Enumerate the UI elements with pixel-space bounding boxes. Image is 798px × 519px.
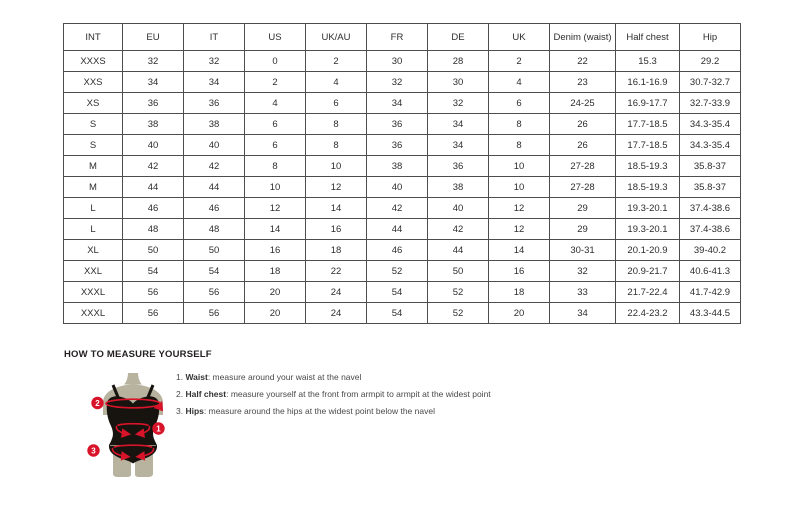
- table-cell: 18: [306, 240, 367, 261]
- table-cell: 39-40.2: [680, 240, 741, 261]
- table-cell: 18: [245, 261, 306, 282]
- table-cell: 22.4-23.2: [616, 303, 680, 324]
- table-cell: XXXL: [64, 303, 123, 324]
- table-cell: 29.2: [680, 51, 741, 72]
- table-cell: 33: [550, 282, 616, 303]
- table-cell: 54: [367, 282, 428, 303]
- table-cell: M: [64, 156, 123, 177]
- table-cell: 42: [367, 198, 428, 219]
- measure-step-half-chest: [176, 389, 596, 401]
- table-cell: 6: [245, 114, 306, 135]
- column-header: UK: [489, 24, 550, 51]
- table-cell: 20.1-20.9: [616, 240, 680, 261]
- column-header: DE: [428, 24, 489, 51]
- table-cell: 26: [550, 135, 616, 156]
- table-cell: 12: [245, 198, 306, 219]
- table-cell: 46: [367, 240, 428, 261]
- table-cell: 8: [306, 135, 367, 156]
- table-cell: 36: [367, 135, 428, 156]
- table-cell: XS: [64, 93, 123, 114]
- table-cell: 24: [306, 282, 367, 303]
- table-cell: 40: [428, 198, 489, 219]
- table-cell: 8: [489, 114, 550, 135]
- step-text: : measure around the hips at the widest point below the navel: [203, 406, 435, 416]
- table-cell: 36: [123, 93, 184, 114]
- table-cell: 56: [123, 282, 184, 303]
- table-cell: 32.7-33.9: [680, 93, 741, 114]
- table-cell: 35.8-37: [680, 177, 741, 198]
- step-number: 2.: [176, 389, 184, 399]
- table-cell: 0: [245, 51, 306, 72]
- table-cell: 40: [367, 177, 428, 198]
- table-cell: 46: [123, 198, 184, 219]
- table-cell: 30: [367, 51, 428, 72]
- table-cell: 26: [550, 114, 616, 135]
- table-cell: 20: [245, 282, 306, 303]
- table-cell: 44: [184, 177, 245, 198]
- table-cell: M: [64, 177, 123, 198]
- svg-text:2: 2: [95, 398, 100, 408]
- table-cell: 15.3: [616, 51, 680, 72]
- table-cell: 18.5-19.3: [616, 177, 680, 198]
- table-cell: S: [64, 114, 123, 135]
- table-cell: 8: [306, 114, 367, 135]
- table-cell: 10: [245, 177, 306, 198]
- table-cell: 44: [123, 177, 184, 198]
- table-cell: 42: [428, 219, 489, 240]
- table-cell: 16: [245, 240, 306, 261]
- step-label: Hips: [185, 406, 204, 416]
- table-cell: L: [64, 198, 123, 219]
- table-cell: 44: [428, 240, 489, 261]
- table-cell: 36: [367, 114, 428, 135]
- column-header: Denim (waist): [550, 24, 616, 51]
- column-header: FR: [367, 24, 428, 51]
- measure-heading: HOW TO MEASURE YOURSELF: [64, 349, 212, 360]
- table-cell: 4: [489, 72, 550, 93]
- step-label: Waist: [185, 372, 208, 382]
- table-cell: 30.7-32.7: [680, 72, 741, 93]
- table-cell: 34: [428, 114, 489, 135]
- table-cell: 54: [184, 261, 245, 282]
- table-cell: 19.3-20.1: [616, 198, 680, 219]
- table-cell: 16: [489, 261, 550, 282]
- table-cell: 28: [428, 51, 489, 72]
- svg-text:1: 1: [156, 424, 161, 434]
- table-cell: 42: [123, 156, 184, 177]
- table-cell: 38: [123, 114, 184, 135]
- table-cell: 56: [184, 303, 245, 324]
- table-cell: 29: [550, 198, 616, 219]
- table-cell: 12: [489, 219, 550, 240]
- table-cell: 12: [306, 177, 367, 198]
- table-cell: 48: [123, 219, 184, 240]
- table-cell: 56: [123, 303, 184, 324]
- table-cell: 37.4-38.6: [680, 198, 741, 219]
- table-row: [64, 219, 741, 240]
- table-cell: 27-28: [550, 177, 616, 198]
- table-cell: 22: [550, 51, 616, 72]
- table-cell: XL: [64, 240, 123, 261]
- size-chart-table: [63, 23, 741, 324]
- table-cell: 30-31: [550, 240, 616, 261]
- table-cell: 36: [428, 156, 489, 177]
- table-cell: 37.4-38.6: [680, 219, 741, 240]
- table-cell: 23: [550, 72, 616, 93]
- table-cell: 12: [489, 198, 550, 219]
- table-row: [64, 51, 741, 72]
- table-row: [64, 72, 741, 93]
- table-cell: 2: [306, 51, 367, 72]
- table-cell: 32: [550, 261, 616, 282]
- table-cell: 19.3-20.1: [616, 219, 680, 240]
- table-cell: 35.8-37: [680, 156, 741, 177]
- step-number: 3.: [176, 406, 184, 416]
- step-label: Half chest: [185, 389, 227, 399]
- table-cell: 52: [428, 282, 489, 303]
- table-cell: 10: [489, 156, 550, 177]
- table-cell: 34: [367, 93, 428, 114]
- table-cell: 42: [184, 156, 245, 177]
- table-cell: 24: [306, 303, 367, 324]
- svg-text:3: 3: [91, 446, 96, 456]
- table-cell: 4: [245, 93, 306, 114]
- column-header: UK/AU: [306, 24, 367, 51]
- table-cell: L: [64, 219, 123, 240]
- table-cell: 54: [123, 261, 184, 282]
- step-text: : measure around your waist at the navel: [207, 372, 362, 382]
- table-row: [64, 282, 741, 303]
- table-cell: 32: [184, 51, 245, 72]
- table-cell: 16.1-16.9: [616, 72, 680, 93]
- table-cell: 14: [245, 219, 306, 240]
- table-row: [64, 240, 741, 261]
- column-header: Half chest: [616, 24, 680, 51]
- table-row: [64, 303, 741, 324]
- table-row: [64, 261, 741, 282]
- table-cell: 38: [367, 156, 428, 177]
- table-row: [64, 198, 741, 219]
- column-header: INT: [64, 24, 123, 51]
- table-cell: 14: [306, 198, 367, 219]
- table-cell: 34: [428, 135, 489, 156]
- table-cell: 8: [489, 135, 550, 156]
- table-cell: 46: [184, 198, 245, 219]
- column-header: EU: [123, 24, 184, 51]
- table-cell: 50: [184, 240, 245, 261]
- table-cell: 8: [245, 156, 306, 177]
- table-row: [64, 177, 741, 198]
- table-cell: 34.3-35.4: [680, 114, 741, 135]
- table-cell: 16: [306, 219, 367, 240]
- step-number: 1.: [176, 372, 184, 382]
- table-cell: 27-28: [550, 156, 616, 177]
- table-cell: 29: [550, 219, 616, 240]
- table-row: [64, 93, 741, 114]
- table-cell: 22: [306, 261, 367, 282]
- table-cell: 32: [123, 51, 184, 72]
- table-cell: 10: [306, 156, 367, 177]
- table-cell: XXS: [64, 72, 123, 93]
- table-cell: 18.5-19.3: [616, 156, 680, 177]
- table-cell: 2: [245, 72, 306, 93]
- table-cell: 40: [123, 135, 184, 156]
- marker-hips-badge: [87, 444, 99, 456]
- table-cell: 6: [245, 135, 306, 156]
- table-cell: 40: [184, 135, 245, 156]
- table-cell: 32: [367, 72, 428, 93]
- table-cell: 18: [489, 282, 550, 303]
- column-header: US: [245, 24, 306, 51]
- table-cell: 32: [428, 93, 489, 114]
- table-cell: 52: [367, 261, 428, 282]
- table-row: [64, 156, 741, 177]
- table-cell: 4: [306, 72, 367, 93]
- table-cell: 52: [428, 303, 489, 324]
- table-cell: 17.7-18.5: [616, 114, 680, 135]
- table-cell: 30: [428, 72, 489, 93]
- measure-steps-list: [176, 372, 596, 423]
- table-cell: 34: [123, 72, 184, 93]
- table-cell: 20.9-21.7: [616, 261, 680, 282]
- table-cell: 21.7-22.4: [616, 282, 680, 303]
- table-cell: 6: [489, 93, 550, 114]
- measure-step-waist: [176, 372, 596, 384]
- table-cell: XXXL: [64, 282, 123, 303]
- column-header: IT: [184, 24, 245, 51]
- column-header: Hip: [680, 24, 741, 51]
- table-cell: XXL: [64, 261, 123, 282]
- header-row: [64, 24, 741, 51]
- table-cell: 24-25: [550, 93, 616, 114]
- table-cell: 54: [367, 303, 428, 324]
- table-cell: 38: [428, 177, 489, 198]
- table-cell: 34.3-35.4: [680, 135, 741, 156]
- table-cell: 41.7-42.9: [680, 282, 741, 303]
- size-chart-header: [64, 24, 741, 51]
- table-cell: 34: [550, 303, 616, 324]
- marker-waist-badge: [152, 422, 164, 434]
- table-cell: 44: [367, 219, 428, 240]
- table-cell: 36: [184, 93, 245, 114]
- table-cell: 20: [245, 303, 306, 324]
- table-cell: 43.3-44.5: [680, 303, 741, 324]
- table-cell: 17.7-18.5: [616, 135, 680, 156]
- table-cell: 34: [184, 72, 245, 93]
- size-chart-body: [64, 51, 741, 324]
- table-cell: 6: [306, 93, 367, 114]
- table-cell: XXXS: [64, 51, 123, 72]
- measure-step-hips: [176, 406, 596, 418]
- table-cell: 20: [489, 303, 550, 324]
- table-cell: 14: [489, 240, 550, 261]
- table-cell: 10: [489, 177, 550, 198]
- table-cell: S: [64, 135, 123, 156]
- table-cell: 40.6-41.3: [680, 261, 741, 282]
- marker-half-chest-badge: [91, 397, 103, 409]
- table-cell: 38: [184, 114, 245, 135]
- table-cell: 50: [428, 261, 489, 282]
- table-row: [64, 135, 741, 156]
- table-cell: 16.9-17.7: [616, 93, 680, 114]
- table-cell: 56: [184, 282, 245, 303]
- table-row: [64, 114, 741, 135]
- measurement-figure-illustration: [85, 371, 177, 481]
- table-cell: 48: [184, 219, 245, 240]
- table-cell: 50: [123, 240, 184, 261]
- table-cell: 2: [489, 51, 550, 72]
- step-text: : measure yourself at the front from armpit to armpit at the widest point: [226, 389, 491, 399]
